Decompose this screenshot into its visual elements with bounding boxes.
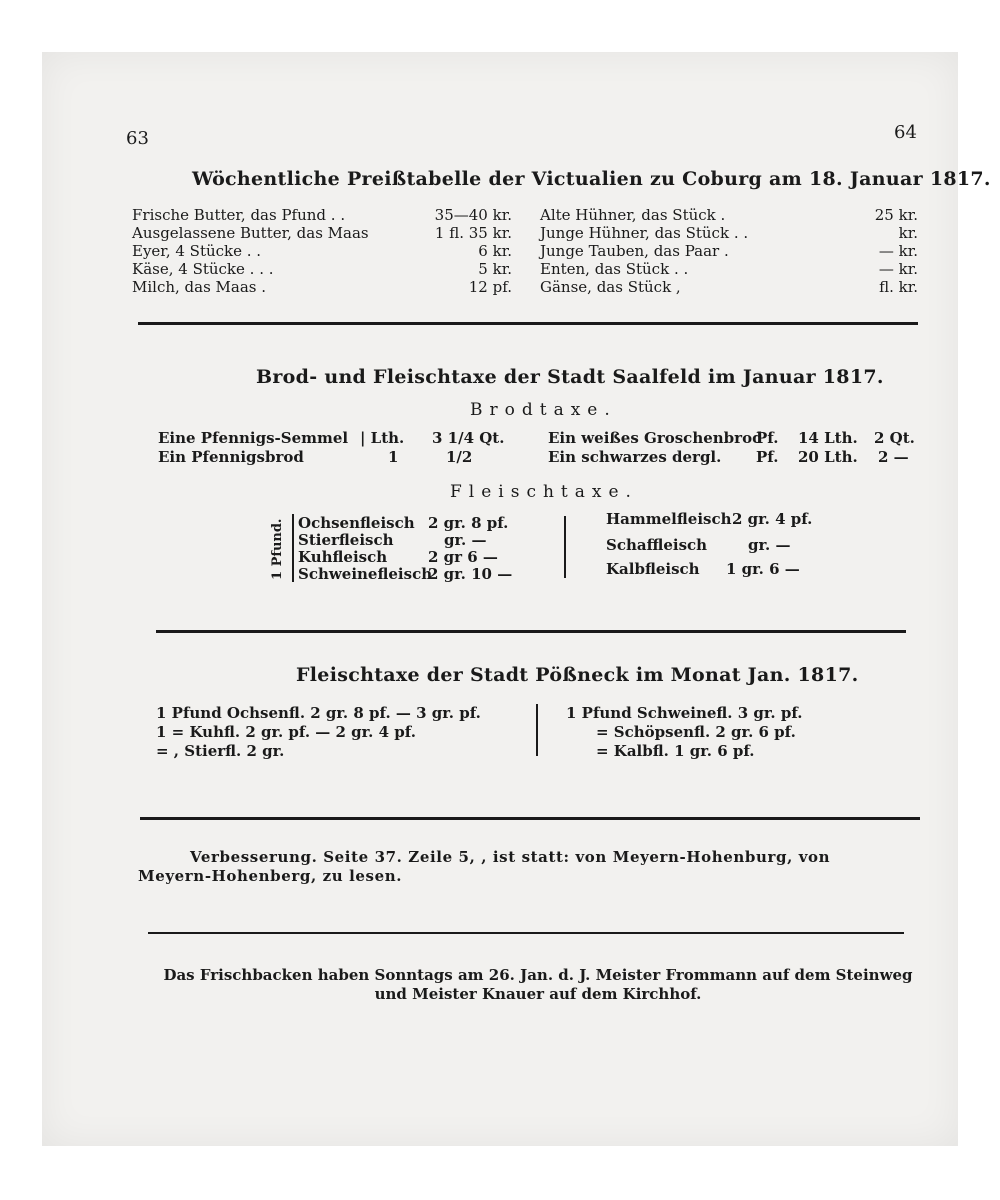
fleisch-price: 1 gr. 6 —	[726, 560, 800, 578]
list-price: 25 kr.	[874, 206, 918, 224]
brod-amount: 3 1/4 Qt.	[432, 429, 505, 447]
list-item: Käse, 4 Stücke . . .	[132, 260, 274, 278]
poessneck-line: 1 Pfund Ochsenfl. 2 gr. 8 pf. — 3 gr. pf.	[156, 704, 481, 722]
coburg-title: Wöchentliche Preißtabelle der Victualien zu Coburg am 18. Januar 1817.	[192, 168, 991, 190]
list-item: Junge Hühner, das Stück . .	[540, 224, 749, 242]
fleisch-item: Ochsenfleisch	[298, 514, 415, 532]
footer-line-1: Das Frischbacken haben Sonntags am 26. Jan. d. J. Meister Frommann auf dem Steinweg	[163, 966, 913, 984]
poessneck-line: 1 = Kuhfl. 2 gr. pf. — 2 gr. 4 pf.	[156, 723, 416, 741]
list-item: Ausgelassene Butter, das Maas	[132, 224, 369, 242]
brod-item: Ein weißes Groschenbrod	[548, 429, 763, 447]
saalfeld-title: Brod- und Fleischtaxe der Stadt Saalfeld im Januar 1817.	[256, 366, 884, 388]
fleisch-item: Schweinefleisch	[298, 565, 433, 583]
list-item: Milch, das Maas .	[132, 278, 267, 296]
brod-unit: 1	[388, 448, 399, 466]
list-price: 5 kr.	[478, 260, 512, 278]
brod-unit: Pf.	[756, 429, 779, 447]
list-item: Gänse, das Stück ,	[540, 278, 681, 296]
correction-line-1: Verbesserung. Seite 37. Zeile 5, , ist statt: von Meyern-Hohenburg, von	[190, 848, 831, 866]
page-number-left: 63	[126, 128, 149, 149]
brod-amount: 1/2	[446, 448, 473, 466]
brod-unit: Pf.	[756, 448, 779, 466]
list-price: kr.	[898, 224, 918, 242]
poessneck-line: 1 Pfund Schweinefl. 3 gr. pf.	[566, 704, 803, 722]
fleisch-price: 2 gr. 10 —	[428, 565, 513, 583]
brod-weight: 20 Lth.	[798, 448, 858, 466]
correction-line-2: Meyern-Hohenberg, zu lesen.	[138, 867, 403, 885]
fleisch-price: 2 gr. 4 pf.	[732, 510, 813, 528]
list-price: 35—40 kr.	[434, 206, 512, 224]
poessneck-line: = Schöpsenfl. 2 gr. 6 pf.	[596, 723, 796, 741]
brod-unit: | Lth.	[360, 429, 405, 447]
list-item: Alte Hühner, das Stück .	[540, 206, 726, 224]
brod-weight: 14 Lth.	[798, 429, 858, 447]
pound-label: 1 Pfund.	[270, 518, 285, 580]
divider-rule	[140, 817, 920, 820]
poessneck-line: = , Stierfl. 2 gr.	[156, 742, 285, 760]
brod-item: Ein schwarzes dergl.	[548, 448, 722, 466]
column-divider	[536, 704, 538, 756]
divider-rule	[156, 630, 906, 633]
brod-amount: 2 —	[878, 448, 909, 466]
fleisch-price: 2 gr. 8 pf.	[428, 514, 509, 532]
divider-rule	[148, 932, 904, 934]
footer-line-2: und Meister Knauer auf dem Kirchhof.	[374, 985, 702, 1003]
fleisch-item: Schaffleisch	[606, 536, 708, 554]
list-item: Junge Tauben, das Paar .	[540, 242, 729, 260]
list-price: — kr.	[878, 260, 918, 278]
column-divider	[564, 516, 566, 578]
fleisch-item: Stierfleisch	[298, 531, 394, 549]
poessneck-title: Fleischtaxe der Stadt Pößneck im Monat Jan. 1817.	[296, 664, 859, 686]
scanned-page	[42, 52, 991, 1146]
list-price: fl. kr.	[879, 278, 918, 296]
fleisch-item: Hammelfleisch	[606, 510, 732, 528]
brod-item: Ein Pfennigsbrod	[158, 448, 304, 466]
list-price: 1 fl. 35 kr.	[434, 224, 512, 242]
brod-item: Eine Pfennigs-Semmel	[158, 429, 349, 447]
list-item: Enten, das Stück . .	[540, 260, 689, 278]
list-price: 12 pf.	[468, 278, 512, 296]
brodtaxe-heading: Brodtaxe.	[470, 400, 617, 420]
fleisch-item: Kuhfleisch	[298, 548, 388, 566]
fleisch-price: gr. —	[444, 531, 487, 549]
brod-amount: 2 Qt.	[874, 429, 915, 447]
list-price: — kr.	[878, 242, 918, 260]
page-number-right: 64	[894, 122, 917, 143]
list-price: 6 kr.	[478, 242, 512, 260]
fleisch-price: 2 gr 6 —	[428, 548, 498, 566]
fleischtaxe-heading: Fleischtaxe.	[450, 482, 638, 502]
poessneck-line: = Kalbfl. 1 gr. 6 pf.	[596, 742, 755, 760]
list-item: Eyer, 4 Stücke . .	[132, 242, 262, 260]
list-item: Frische Butter, das Pfund . .	[132, 206, 346, 224]
divider-rule	[138, 322, 918, 325]
fleisch-item: Kalbfleisch	[606, 560, 700, 578]
fleisch-price: gr. —	[748, 536, 791, 554]
bracket-line	[292, 514, 294, 582]
